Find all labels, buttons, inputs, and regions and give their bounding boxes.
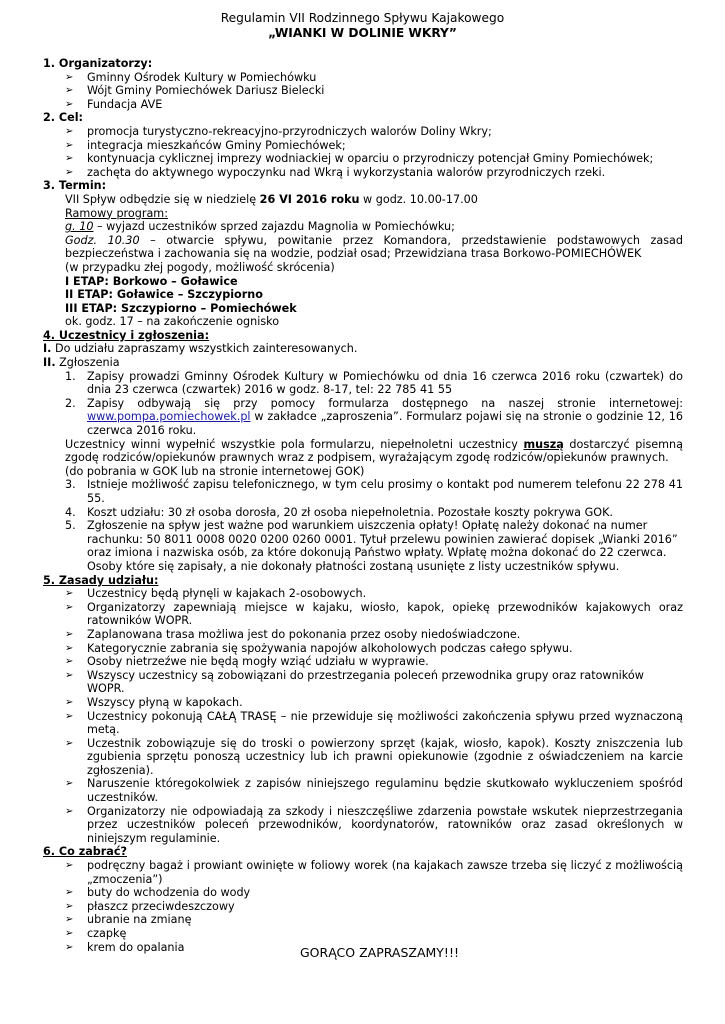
section-organizers-heading: 1. Organizatorzy: [43, 57, 153, 70]
list-item: ➢ Organizatorzy nie odpowiadają za szkody i nieszczęśliwe zdarzenia powstałe wskutek nieprzestrzegania przez uczestników poleceń przewodników, koordynatorów, ratowników oraz zasad określonych w niniejszym regulaminie. [43, 805, 683, 846]
section-rules-heading: 5. Zasady udziału: [43, 573, 159, 587]
list-item: ➢ promocja turystyczno-rekreacyjno-przyrodniczych walorów Doliny Wkry; [43, 125, 683, 139]
list-item: ➢ integracja mieszkańców Gminy Pomiechówek; [43, 139, 683, 153]
numbered-item: 4. Koszt udziału: 30 zł osoba dorosła, 20 zł osoba niepełnoletnia. Pozostałe koszty pokrywa GOK. [65, 505, 613, 519]
program-end: ok. godz. 17 – na zakończenie ognisko [65, 315, 280, 329]
section-participants-heading: 4. Uczestnicy i zgłoszenia: [43, 328, 210, 342]
list-item: ➢ krem do opalania [43, 941, 683, 955]
registration-heading: II. Zgłoszenia [43, 356, 120, 370]
section-goal-heading: 2. Cel: [43, 111, 84, 125]
list-item: ➢ Osoby nietrzeźwe nie będą mogły wziąć udziału w wyprawie. [43, 655, 683, 669]
title-line-2: „WIANKI W DOLINIE WKRY” [268, 25, 457, 40]
list-item: ➢ czapkę [43, 927, 683, 941]
title-line-1: Regulamin VII Rodzinnego Spływu Kajakowego [220, 11, 505, 25]
list-item: ➢ Naruszenie któregokolwiek z zapisów niniejszego regulaminu będzie skutkowało wykluczeniem spośród uczestników. [43, 777, 683, 804]
document-body [43, 57, 683, 954]
list-item: ➢ Gminny Ośrodek Kultury w Pomiechówku [43, 71, 683, 85]
list-item: ➢ Kategorycznie zabrania się spożywania napojów alkoholowych podczas całego spływu. [43, 642, 683, 656]
numbered-item: 1. Zapisy prowadzi Gminny Ośrodek Kultury w Pomiechówku od dnia 16 czerwca 2016 roku (czwartek) do dnia 23 czerwca (czwartek) 2016 w godz. 8-17, tel: 22 785 41 55 [65, 369, 683, 397]
closing-invitation: GORĄCO ZAPRASZAMY!!! [300, 945, 459, 960]
list-item: ➢ Wszyscy płyną w kapokach. [43, 696, 683, 710]
payment-deadline-note: Osoby które się zapisały, a nie dokonały płatności zostaną usunięte z listy uczestników spływu. [87, 559, 620, 573]
document-title [0, 11, 725, 40]
list-item: ➢ zachęta do aktywnego wypoczynku nad Wkrą i wykorzystania walorów przyrodniczych rzeki. [43, 166, 683, 180]
list-item: ➢ płaszcz przeciwdeszczowy [43, 900, 683, 914]
minor-consent-download: (do pobrania w GOK lub na stronie internetowej GOK) [65, 464, 365, 478]
section-packing-heading: 6. Co zabrać? [43, 845, 127, 859]
event-date: VII Spływ odbędzie się w niedzielę 26 VI 2016 roku w godz. 10.00-17.00 [65, 192, 478, 206]
numbered-item: 3. Istnieje możliwość zapisu telefonicznego, w tym celu prosimy o kontakt pod numerem telefonu 22 278 41 55. [65, 478, 683, 505]
list-item: ➢ Fundacja AVE [43, 98, 683, 112]
stage-2: II ETAP: Goławice – Szczypiorno [65, 288, 263, 302]
list-item: ➢ ubranie na zmianę [43, 913, 683, 927]
list-item: ➢ Organizatorzy zapewniają miejsce w kajaku, wiosło, kapok, opiekę przewodników kajakowych oraz ratowników WOPR. [43, 601, 683, 628]
list-item: ➢ Zaplanowana trasa możliwa jest do pokonania przez osoby niedoświadczone. [43, 628, 683, 642]
minor-consent-note: Uczestnicy winni wypełnić wszystkie pola formularzu, niepełnoletni uczestnicy muszą dostarczyć pisemną zgodę rodziców/opiekunów prawnych wraz z podpisem, wyrażającym zgodę rodziców/opiekunów prawnych. [65, 437, 683, 465]
section-date-heading: 3. Termin: [43, 179, 107, 193]
list-item: ➢ Wójt Gminy Pomiechówek Dariusz Bielecki [43, 84, 683, 98]
list-item: ➢ Uczestnicy pokonują CAŁĄ TRASĘ – nie przewiduje się możliwości zakończenia spływu przed wyznaczoną metą. [43, 710, 683, 737]
list-item: ➢ buty do wchodzenia do wody [43, 886, 683, 900]
weather-note: (w przypadku złej pogody, możliwość skrócenia) [65, 260, 335, 274]
payment-details: oraz imiona i nazwiska osób, za które dokonują Państwo wpłaty. Wpłatę można dokonać do 22 czerwca. [87, 546, 667, 560]
list-item: ➢ Uczestnicy będą płynęli w kajakach 2-osobowych. [43, 587, 683, 601]
list-item: ➢ Uczestnik zobowiązuje się do troski o powierzony sprzęt (kajak, wiosło, kapok). Koszty zniszczenia lub zgubienia sprzętu ponoszą uczestnicy lub ich prawni opiekunowie (zgodnie z oświadczeniem na karcie zgłoszenia). [43, 737, 683, 778]
program-heading: Ramowy program: [65, 206, 168, 220]
numbered-item: 5. Zgłoszenie na spływ jest ważne pod warunkiem uiszczenia opłaty! Opłatę należy dokonać na numer [65, 519, 648, 533]
website-link[interactable]: www.pompa.pomiechowek.pl [87, 410, 251, 424]
program-item: g. 10 – wyjazd uczestników sprzed zajazdu Magnolia w Pomiechówku; [65, 220, 455, 234]
list-item: ➢ Wszyscy uczestnicy są zobowiązani do przestrzegania poleceń przewodnika grupy oraz ratowników WOPR. [43, 669, 683, 696]
list-item: ➢ podręczny bagaż i prowiant owinięte w foliowy worek (na kajakach zawsze trzeba się liczyć z możliwością „zmoczenia”) [43, 859, 683, 886]
stage-3: III ETAP: Szczypiorno – Pomiechówek [65, 301, 297, 315]
numbered-item: 2. Zapisy odbywają się przy pomocy formularza dostępnego na naszej stronie internetowej: www.pompa.pomiechowek.pl w zakładce „zaproszenia”. Formularz pojawi się na stronie o godzinie 12, 16 czerwca 2016 roku. [65, 396, 683, 438]
participants-invite: I. Do udziału zapraszamy wszystkich zainteresowanych. [43, 342, 358, 356]
list-item: ➢ kontynuacja cyklicznej imprezy wodniackiej w oparciu o przyrodniczy potencjał Gminy Pomiechówek; [43, 152, 683, 166]
program-item: Godz. 10.30 – otwarcie spływu, powitanie przez Komandora, przedstawienie podstawowych zasad bezpieczeństwa i zachowania się na wodzie, podział osad; Przewidziana trasa Borkowo-POMIECHÓWEK [65, 233, 683, 261]
stage-1: I ETAP: Borkowo – Goławice [65, 274, 238, 288]
payment-account: rachunku: 50 8011 0008 0020 0200 0260 0001. Tytuł przelewu powinien zawierać dopisek „Wianki 2016” [87, 532, 678, 546]
